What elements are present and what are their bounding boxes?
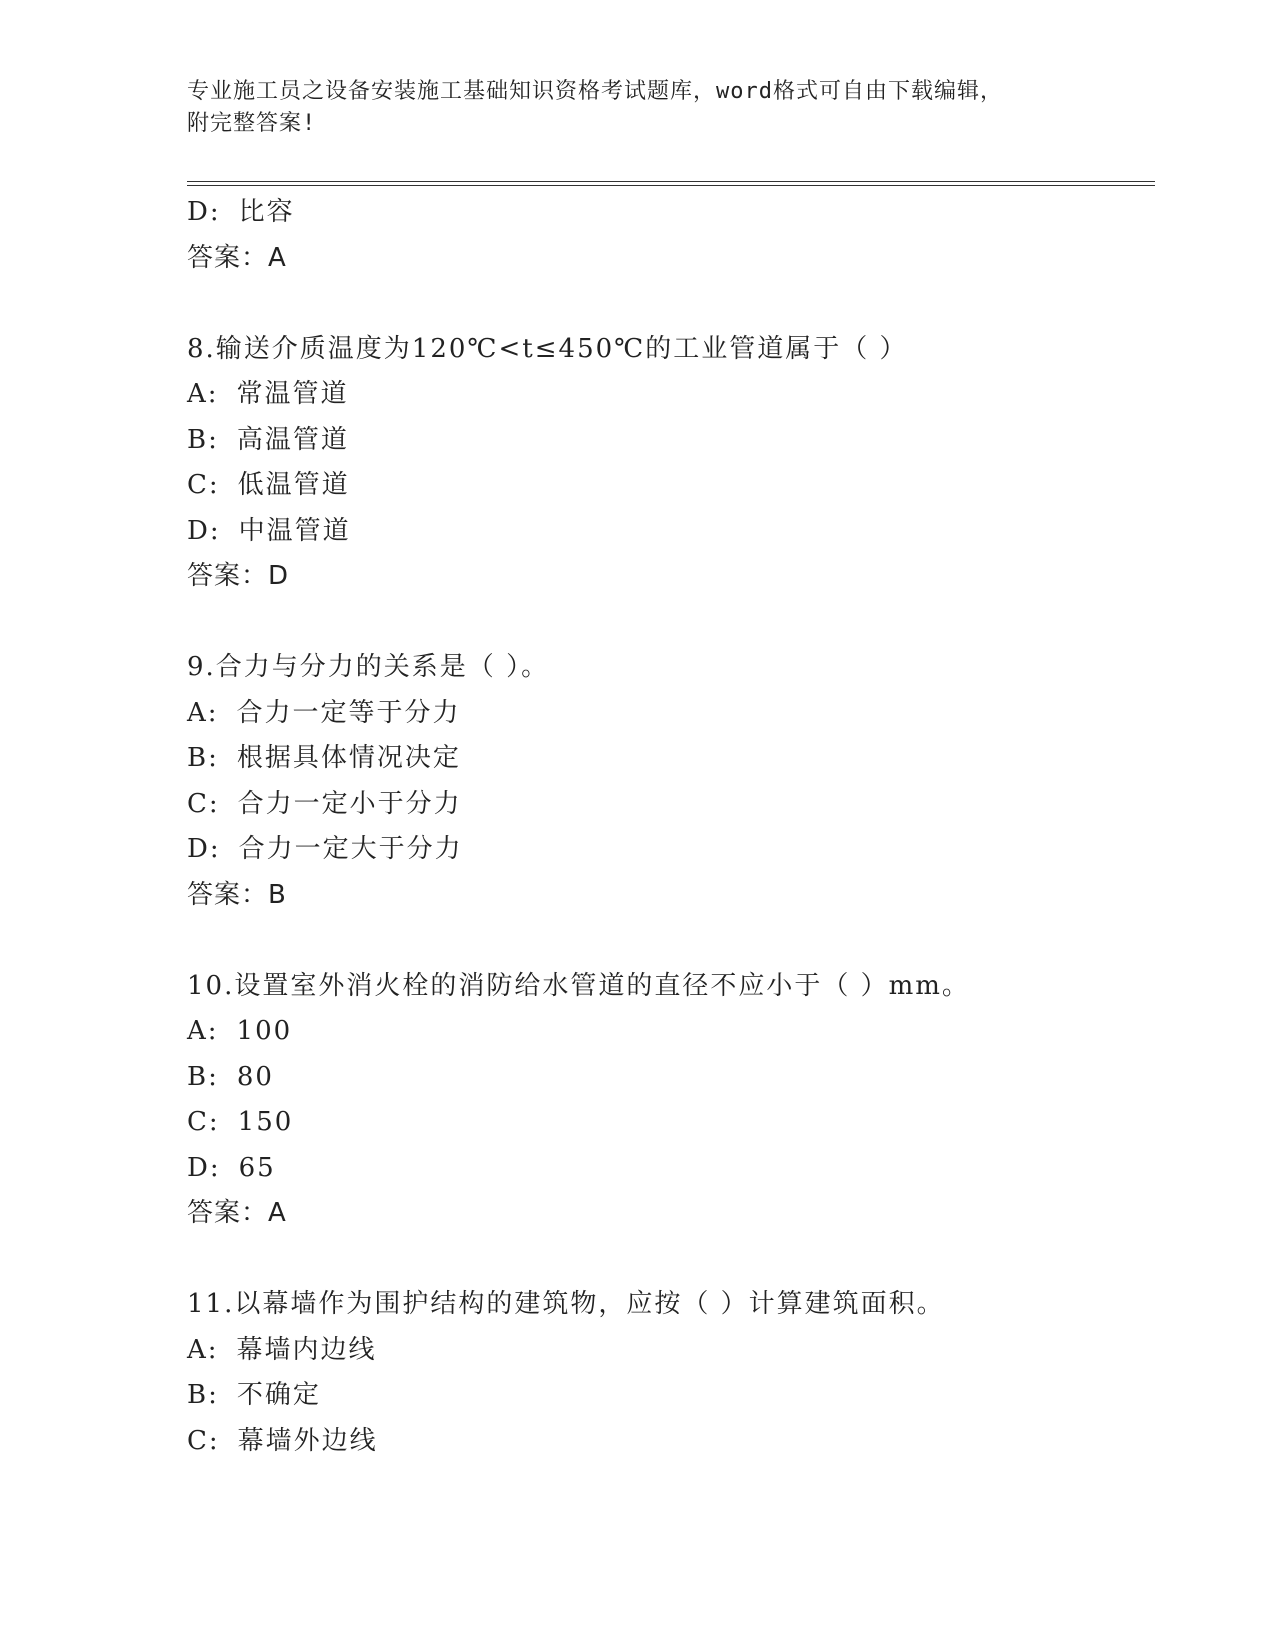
option-label: B:	[187, 743, 219, 773]
option-row	[187, 509, 1155, 555]
question-stem: 10.设置室外消火栓的消防给水管道的直径不应小于（ ）mm。	[187, 970, 970, 1001]
option-row	[187, 1328, 1155, 1374]
option-label: A:	[187, 1334, 219, 1365]
document-header	[187, 76, 1087, 140]
option-row	[187, 1055, 1155, 1101]
option-label: D:	[187, 515, 221, 546]
option-row	[187, 1419, 1155, 1465]
option-text: 65	[238, 1152, 276, 1183]
question-gap	[187, 1237, 1155, 1283]
answer-line: 答案：A	[187, 1198, 287, 1228]
option-text: 幕墙外边线	[237, 1425, 378, 1456]
option-row	[187, 463, 1155, 509]
option-row	[187, 190, 1155, 236]
option-label: B:	[187, 424, 219, 455]
question-list	[187, 190, 1155, 1464]
question-gap	[187, 281, 1155, 327]
option-text: 低温管道	[237, 470, 350, 500]
option-text: 150	[237, 1107, 294, 1137]
option-text: 合力一定等于分力	[236, 697, 461, 728]
question-gap	[187, 600, 1155, 646]
option-label: C:	[187, 470, 220, 500]
option-row	[187, 782, 1155, 828]
header-divider-top	[187, 181, 1155, 182]
option-text: 幕墙内边线	[236, 1334, 377, 1365]
option-text: 不确定	[236, 1380, 321, 1410]
option-text: 100	[236, 1016, 293, 1046]
option-label: A:	[187, 379, 219, 409]
option-label: D:	[187, 1152, 221, 1183]
option-row	[187, 1146, 1155, 1192]
option-label: C:	[187, 1107, 220, 1137]
option-label: A:	[187, 1016, 219, 1046]
answer-line: 答案：B	[187, 879, 287, 910]
option-label: D:	[187, 197, 221, 227]
question-gap	[187, 918, 1155, 964]
option-text: 常温管道	[236, 379, 349, 409]
option-row	[187, 1009, 1155, 1055]
option-text: 合力一定大于分力	[238, 834, 463, 864]
header-divider-bottom	[187, 185, 1155, 186]
answer-line: 答案：D	[187, 561, 290, 591]
option-row	[187, 736, 1155, 782]
option-text: 根据具体情况决定	[236, 743, 461, 773]
answer-line: 答案：A	[187, 242, 287, 273]
option-row	[187, 418, 1155, 464]
option-row	[187, 1373, 1155, 1419]
option-label: A:	[187, 697, 219, 728]
option-text: 合力一定小于分力	[237, 788, 462, 819]
option-label: B:	[187, 1061, 219, 1092]
option-label: C:	[187, 1425, 220, 1456]
option-text: 80	[236, 1061, 274, 1092]
option-label: C:	[187, 788, 220, 819]
option-text: 比容	[238, 197, 295, 227]
question-stem: 9.合力与分力的关系是（ ）。	[187, 652, 550, 682]
header-title-line-1: 专业施工员之设备安装施工基础知识资格考试题库，word格式可自由下载编辑，	[187, 79, 1003, 104]
option-label: D:	[187, 834, 221, 864]
option-row	[187, 1100, 1155, 1146]
question-stem: 11.以幕墙作为围护结构的建筑物，应按（ ）计算建筑面积。	[187, 1289, 945, 1319]
option-row	[187, 827, 1155, 873]
option-text: 中温管道	[238, 515, 351, 546]
option-row	[187, 691, 1155, 737]
option-label: B:	[187, 1380, 219, 1410]
question-stem: 8.输送介质温度为120℃<t≤450℃的工业管道属于（ ）	[187, 333, 908, 364]
option-row	[187, 372, 1155, 418]
option-text: 高温管道	[236, 424, 349, 455]
header-title-line-2: 附完整答案!	[187, 111, 317, 136]
